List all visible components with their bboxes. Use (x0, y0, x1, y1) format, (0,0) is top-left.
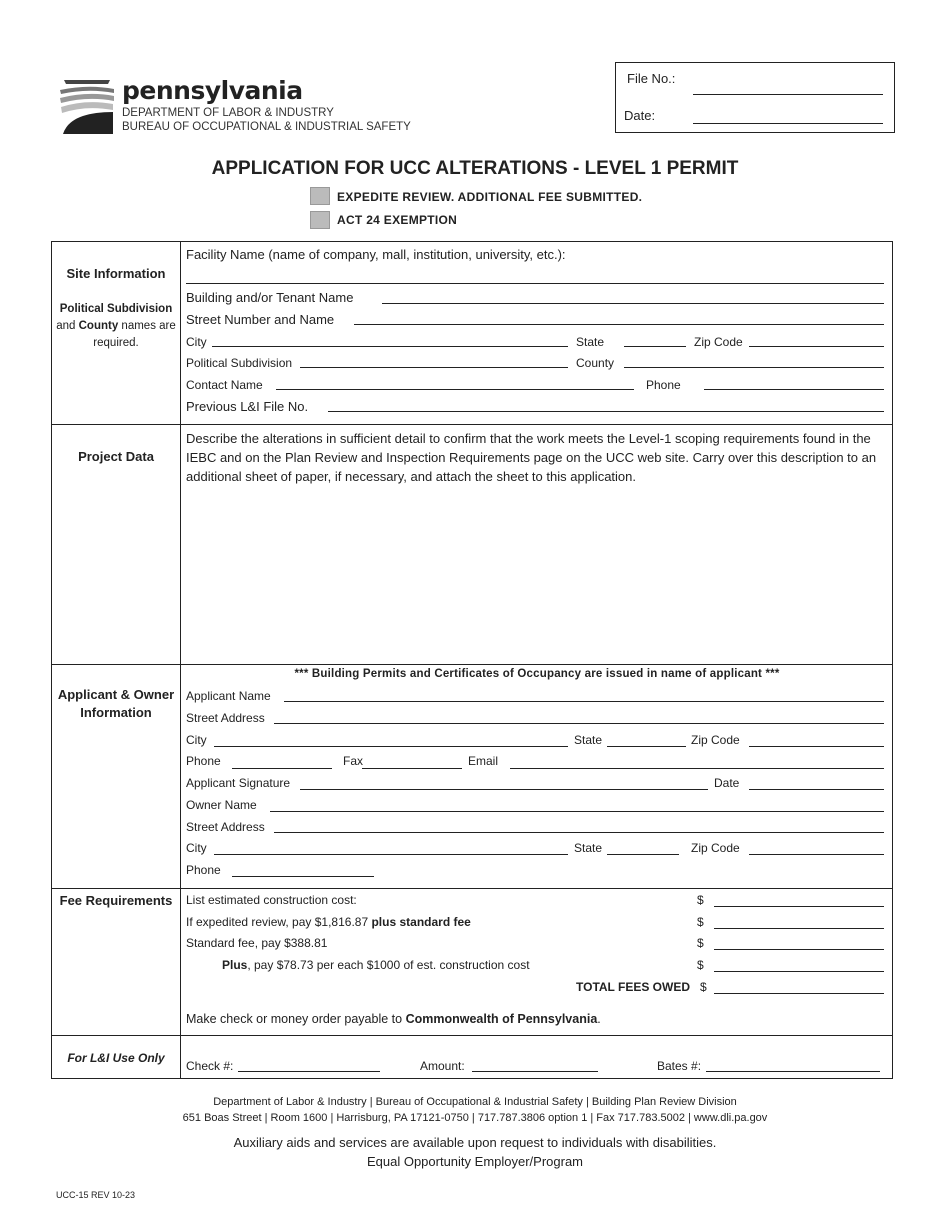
applicant-name-label: Applicant Name (186, 689, 271, 703)
site-phone-label: Phone (646, 378, 681, 392)
site-city-label: City (186, 335, 207, 349)
plus-fee-text: , pay $78.73 per each $1000 of est. construction cost (247, 958, 530, 972)
construction-cost-field[interactable] (714, 906, 884, 907)
street-field[interactable] (354, 324, 884, 325)
previous-file-label: Previous L&I File No. (186, 399, 309, 414)
applicant-banner: *** Building Permits and Certificates of Occupancy are issued in name of applicant *** (294, 668, 780, 680)
act24-checkbox[interactable] (310, 211, 330, 229)
site-info-note (52, 301, 180, 352)
fee-cost-dollar: $ (697, 893, 704, 907)
per-thousand-fee-field[interactable] (714, 971, 884, 972)
applicant-owner-heading: Applicant & Owner Information (57, 687, 175, 720)
owner-name-field[interactable] (270, 811, 884, 812)
applicant-phone-label: Phone (186, 754, 221, 768)
column-divider (180, 242, 181, 1078)
site-info-heading: Site Information (66, 266, 166, 281)
note-and: and (56, 320, 79, 332)
bates-number-label: Bates #: (657, 1059, 702, 1073)
fee-requirements-heading: Fee Requirements (59, 893, 173, 908)
payable-bold: Commonwealth of Pennsylvania (405, 1012, 598, 1026)
facility-name-field[interactable] (186, 283, 884, 284)
site-zip-field[interactable] (749, 346, 884, 347)
department-name (122, 106, 411, 134)
check-number-label: Check #: (186, 1059, 234, 1073)
applicant-city-field[interactable] (214, 746, 568, 747)
applicant-name-field[interactable] (284, 701, 884, 702)
note-political: Political Subdivision (59, 303, 173, 315)
owner-name-label: Owner Name (186, 798, 257, 812)
dept-line-1: DEPARTMENT OF LABOR & INDUSTRY (122, 107, 334, 119)
divider-project (52, 424, 892, 425)
owner-zip-label: Zip Code (691, 841, 740, 855)
owner-street-field[interactable] (274, 832, 884, 833)
bates-number-field[interactable] (706, 1071, 880, 1072)
political-subdivision-label: Political Subdivision (186, 356, 293, 370)
payable-text: Make check or money order payable to (186, 1012, 406, 1026)
expedite-fee-text: If expedited review, pay $1,816.87 (186, 915, 372, 929)
page-title: APPLICATION FOR UCC ALTERATIONS - LEVEL 1 PERMIT (211, 158, 739, 179)
footer-eeo: Equal Opportunity Employer/Program (366, 1154, 584, 1169)
fee-total-dollar: $ (700, 980, 707, 994)
street-label: Street Number and Name (186, 312, 335, 327)
date-field[interactable] (693, 123, 883, 124)
project-description-area[interactable] (186, 492, 884, 660)
applicant-city-label: City (186, 733, 207, 747)
note-county: County (78, 320, 119, 332)
file-number-box (615, 62, 895, 133)
fee-line-plus-label (222, 958, 530, 972)
brand-name: pennsylvania (122, 76, 303, 105)
footer-accessibility: Auxiliary aids and services are available upon request to individuals with disabilities. (233, 1135, 717, 1150)
applicant-phone-field[interactable] (232, 768, 332, 769)
contact-name-field[interactable] (276, 389, 634, 390)
signature-date-label: Date (714, 776, 740, 790)
site-zip-label: Zip Code (694, 335, 743, 349)
expedite-fee-field[interactable] (714, 928, 884, 929)
application-form (51, 241, 893, 1079)
divider-applicant (52, 664, 892, 665)
site-state-label: State (576, 335, 605, 349)
previous-file-field[interactable] (328, 411, 884, 412)
county-label: County (576, 356, 615, 370)
footer-address-line-2: 651 Boas Street | Room 1600 | Harrisburg, PA 17121-0750 | 717.787.3806 option 1 | Fax 717.783.5002 | www.dli.pa.gov (182, 1112, 768, 1124)
note-required: names are required. (93, 320, 176, 349)
fee-line-expedite-label (186, 915, 471, 929)
fee-expedite-dollar: $ (697, 915, 704, 929)
owner-city-field[interactable] (214, 854, 568, 855)
political-subdivision-field[interactable] (300, 367, 568, 368)
applicant-email-field[interactable] (510, 768, 884, 769)
signature-date-field[interactable] (749, 789, 884, 790)
check-number-field[interactable] (238, 1071, 380, 1072)
amount-label: Amount: (420, 1059, 465, 1073)
owner-phone-field[interactable] (232, 876, 374, 877)
divider-office (52, 1035, 892, 1036)
expedite-checkbox[interactable] (310, 187, 330, 205)
total-fees-field[interactable] (714, 993, 884, 994)
applicant-state-label: State (574, 733, 603, 747)
fee-standard-dollar: $ (697, 936, 704, 950)
owner-zip-field[interactable] (749, 854, 884, 855)
expedite-fee-bold: plus standard fee (371, 915, 471, 929)
plus-bold: Plus (222, 958, 248, 972)
total-fees-label: TOTAL FEES OWED (576, 980, 691, 994)
file-no-field[interactable] (693, 94, 883, 95)
amount-field[interactable] (472, 1071, 598, 1072)
office-use-text: For L&I Use Only (67, 1051, 165, 1065)
applicant-street-field[interactable] (274, 723, 884, 724)
county-field[interactable] (624, 367, 884, 368)
applicant-email-label: Email (468, 754, 499, 768)
payable-end: . (597, 1012, 601, 1026)
owner-city-label: City (186, 841, 207, 855)
applicant-fax-label: Fax (343, 754, 364, 768)
expedite-label: EXPEDITE REVIEW. ADDITIONAL FEE SUBMITTED. (337, 190, 643, 204)
applicant-zip-field[interactable] (749, 746, 884, 747)
footer-address-line-1: Department of Labor & Industry | Bureau of Occupational & Industrial Safety | Building Plan Review Division (213, 1096, 737, 1108)
applicant-zip-label: Zip Code (691, 733, 740, 747)
owner-phone-label: Phone (186, 863, 221, 877)
applicant-signature-field[interactable] (300, 789, 708, 790)
dept-line-2: BUREAU OF OCCUPATIONAL & INDUSTRIAL SAFETY (122, 121, 411, 133)
form-id: UCC-15 REV 10-23 (56, 1190, 136, 1200)
divider-fees (52, 888, 892, 889)
owner-street-label: Street Address (186, 820, 265, 834)
site-state-field[interactable] (624, 346, 686, 347)
applicant-street-label: Street Address (186, 711, 265, 725)
building-name-field[interactable] (382, 303, 884, 304)
fee-line-standard-label: Standard fee, pay $388.81 (186, 936, 328, 950)
payable-note (186, 1012, 601, 1026)
owner-state-field[interactable] (607, 854, 679, 855)
facility-name-label: Facility Name (name of company, mall, institution, university, etc.): (186, 247, 566, 262)
contact-name-label: Contact Name (186, 378, 263, 392)
office-use-heading (52, 1049, 180, 1067)
site-city-field[interactable] (212, 346, 568, 347)
fee-line-cost-label: List estimated construction cost: (186, 893, 357, 907)
standard-fee-field[interactable] (714, 949, 884, 950)
file-no-label: File No.: (627, 71, 676, 86)
building-name-label: Building and/or Tenant Name (186, 290, 354, 305)
applicant-state-field[interactable] (607, 746, 686, 747)
site-phone-field[interactable] (704, 389, 884, 390)
owner-state-label: State (574, 841, 603, 855)
act24-label: ACT 24 EXEMPTION (337, 213, 458, 227)
project-data-heading: Project Data (78, 449, 154, 464)
date-label: Date: (624, 108, 656, 123)
applicant-fax-field[interactable] (362, 768, 462, 769)
applicant-signature-label: Applicant Signature (186, 776, 291, 790)
fee-plus-dollar: $ (697, 958, 704, 972)
project-description-instructions: Describe the alterations in sufficient detail to confirm that the work meets the Level-1 scoping requirements found in the IEBC and on the Plan Review and Inspection Requirements page on the UCC web site. Carry over this description to an additional sheet of paper, if necessary, and attach the sheet to this application. (186, 431, 877, 484)
keystone-logo-icon (58, 76, 116, 134)
